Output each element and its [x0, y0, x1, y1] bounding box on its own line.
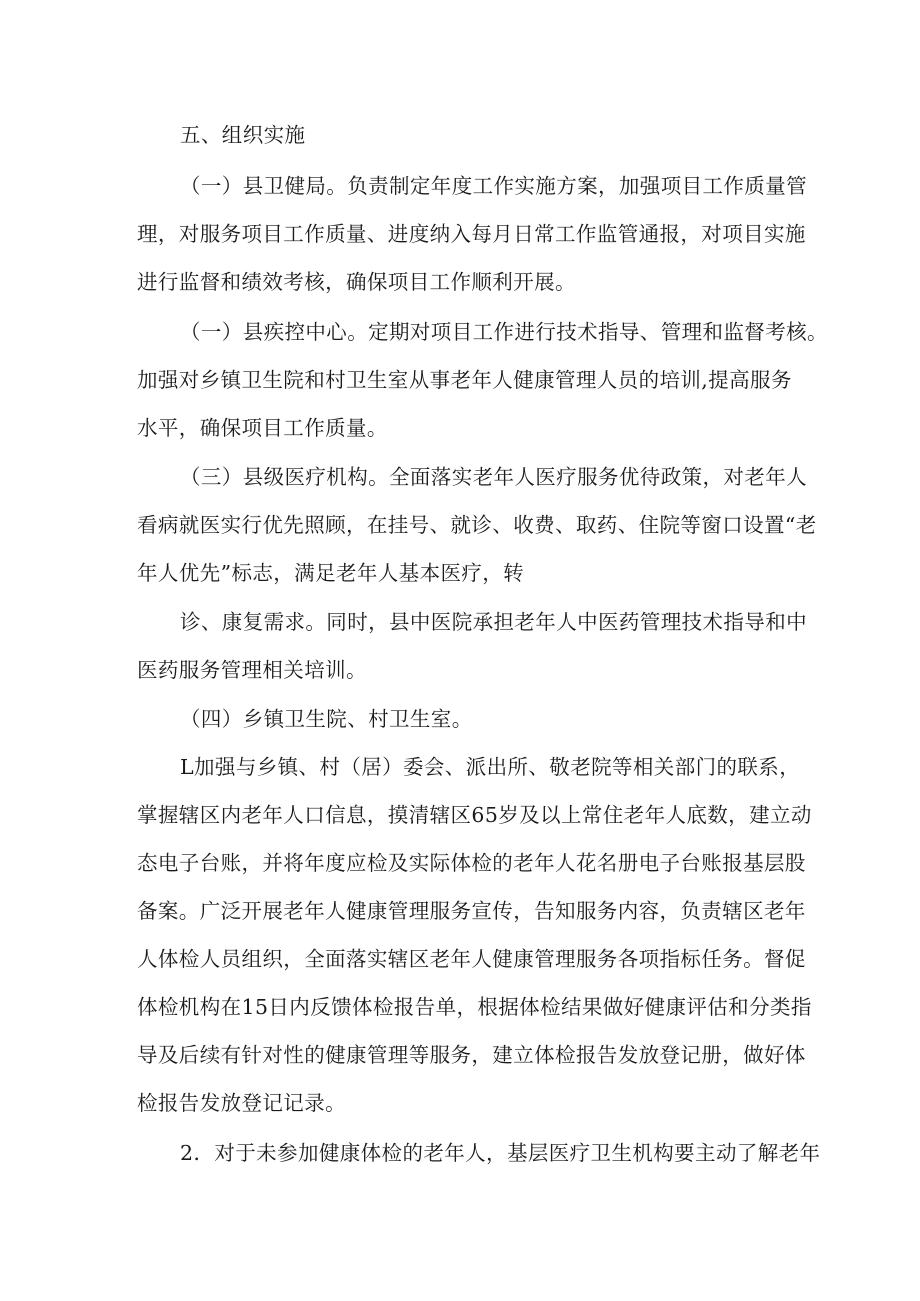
paragraph-line: （一）县疾控中心。定期对项目工作进行技术指导、管理和监督考核。	[180, 320, 828, 344]
paragraph-line: 进行监督和绩效考核，确保项目工作顺利开展。	[137, 270, 576, 294]
paragraph-line: 加强对乡镇卫生院和村卫生室从事老年人健康管理人员的培训,提高服务	[137, 368, 792, 392]
paragraph-line: （三）县级医疗机构。全面落实老年人医疗服务优待政策，对老年人	[180, 465, 807, 489]
paragraph-line: 水平，确保项目工作质量。	[137, 416, 388, 440]
paragraph-line: 看病就医实行优先照顾，在挂号、就诊、收费、取药、住院等窗口设置“老	[137, 513, 817, 537]
paragraph-line: 掌握辖区内老年人口信息，摸清辖区65岁及以上常住老年人底数，建立动	[137, 803, 812, 827]
paragraph-line: 人体检人员组织，全面落实辖区老年人健康管理服务各项指标任务。督促	[137, 947, 806, 971]
paragraph-line: 诊、康复需求。同时，县中医院承担老年人中医药管理技术指导和中	[180, 610, 807, 634]
paragraph-line: 医药服务管理相关培训。	[137, 658, 367, 682]
paragraph-line: 理，对服务项目工作质量、进度纳入每月日常工作监管通报，对项目实施	[137, 222, 806, 246]
paragraph-line: 2．对于未参加健康体检的老年人，基层医疗卫生机构要主动了解老年	[180, 1141, 821, 1165]
section-heading: 五、组织实施	[180, 123, 306, 147]
subsection-heading: （四）乡镇卫生院、村卫生室。	[180, 707, 473, 731]
paragraph-line: 备案。广泛开展老年人健康管理服务宣传，告知服务内容，负责辖区老年	[137, 899, 806, 923]
paragraph-line: （一）县卫健局。负责制定年度工作实施方案，加强项目工作质量管	[180, 174, 807, 198]
paragraph-line: 体检机构在15日内反馈体检报告单，根据体检结果做好健康评估和分类指	[137, 995, 812, 1019]
paragraph-line: 检报告发放登记记录。	[137, 1091, 346, 1115]
paragraph-line: L加强与乡镇、村（居）委会、派出所、敬老院等相关部门的联系，	[180, 755, 801, 779]
paragraph-line: 态电子台账，并将年度应检及实际体检的老年人花名册电子台账报基层股	[137, 851, 806, 875]
paragraph-line: 年人优先”标志，满足老年人基本医疗，转	[137, 561, 525, 585]
paragraph-line: 导及后续有针对性的健康管理等服务，建立体检报告发放登记册，做好体	[137, 1043, 806, 1067]
